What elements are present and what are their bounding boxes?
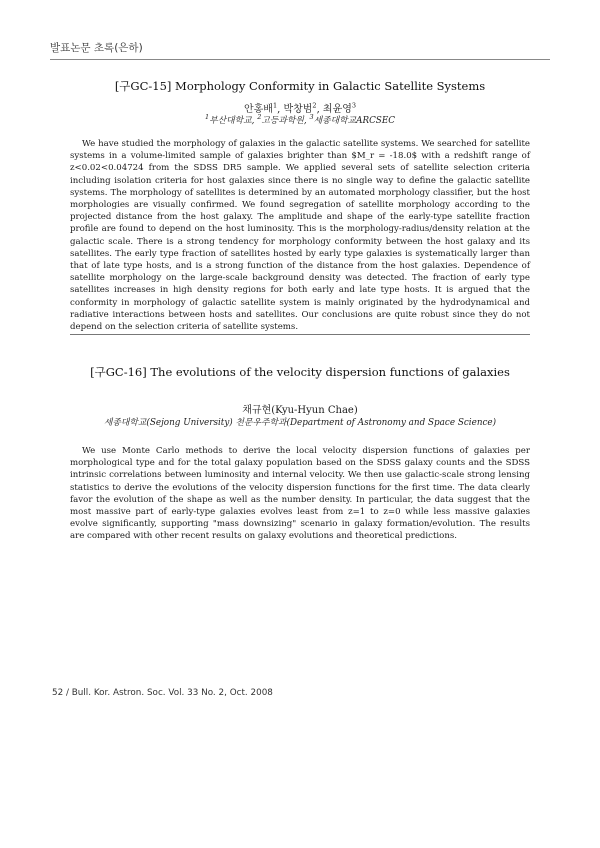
- author-superscript: 2: [312, 101, 317, 110]
- abstract-body: We have studied the morphology of galaxies in the galactic satellite systems. We searched for satellite systems in a volume-limited sample of galaxies brighter than $M_r = -18.0$ with a redshift range of z<0.02<0.04724 from the SDSS DR5 sample. We applied several sets of satellite selection criteria including isolation criteria for host galaxies since there is no single way to define the galactic satellite systems. The morphology of satellites is determined by an automated morphology classifier, but the host morphologies are visually confirmed. We found segregation of satellite morphology according to the projected distance from the host galaxy. The amplitude and shape of the early-type satellite fraction profile are found to depend on the host luminosity. This is the morphology-radius/density relation at the galactic scale. There is a strong tendency for morphology conformity between the host galaxy and its satellites. The early type fraction of satellites hosted by early type galaxies is systematically larger than that of late type hosts, and is a strong function of the distance from the host galaxies. Dependence of satellite morphology on the large-scale background density was detected. The fraction of early type satellites increases in high density regions for both early and late type hosts. It is argued that the conformity in morphology of galactic satellite system is mainly originated by the hydrodynamical and radiative interactions between hosts and satellites. Our conclusions are quite robust since they do not depend on the selection criteria of satellite systems.: [70, 139, 530, 333]
- affiliation-name: 세종대학교ARCSEC: [313, 116, 395, 126]
- affiliation-superscript: 3: [309, 113, 314, 122]
- running-header: 발표논문 초록(은하): [50, 40, 550, 60]
- author-name: 박창범: [283, 104, 313, 115]
- author-name: 안홍배: [243, 104, 273, 115]
- affiliation-name: 부산대학교: [209, 116, 252, 126]
- author-superscript: 1: [272, 101, 278, 110]
- author-name: 최윤영: [322, 104, 352, 115]
- affiliation-list: 세종대학교(Sejong University) 천문우주학과(Department of Astronomy and Space Science): [103, 418, 497, 428]
- abstract-title: [구GC-15] Morphology Conformity in Galactic Satellite Systems: [114, 79, 486, 93]
- abstract-gc15: [70, 80, 530, 335]
- section-divider: [70, 334, 530, 335]
- affiliation-name: 고등과학원: [261, 116, 304, 126]
- author-superscript: 3: [351, 101, 357, 110]
- page-footer: 52 / Bull. Kor. Astron. Soc. Vol. 33 No. 2, Oct. 2008: [52, 688, 273, 698]
- affiliation-superscript: 1: [205, 113, 210, 122]
- abstract-title: [구GC-16] The evolutions of the velocity dispersion functions of galaxies: [90, 365, 510, 379]
- author-list: 채규현(Kyu-Hyun Chae): [242, 405, 358, 416]
- affiliation-superscript: 2: [257, 113, 262, 122]
- author-list: 안홍배$^1$, 박창범$^2$, 최윤영$^3$: [243, 101, 357, 115]
- abstract-body: We use Monte Carlo methods to derive the local velocity dispersion functions of galaxies per morphological type and for the total galaxy population based on the SDSS galaxy counts and the SDSS intrinsic correlations between luminosity and internal velocity. We then use galactic-scale strong lensing statistics to derive the evolutions of the velocity dispersion functions for the first time. The data clearly favor the evolution of the shape as well as the number density. In particular, the data suggest that the most massive part of early-type galaxies evolves least from z=1 to z=0 while less massive galaxies evolve significantly, supporting "mass downsizing" scenario in galaxy formation/evolution. The results are compared with other recent results on galaxy evolutions and theoretical predictions.: [70, 446, 530, 542]
- abstract-gc16: [70, 366, 530, 543]
- affiliation-list: $^1$부산대학교, $^2$고등과학원, $^3$세종대학교ARCSEC: [205, 113, 395, 126]
